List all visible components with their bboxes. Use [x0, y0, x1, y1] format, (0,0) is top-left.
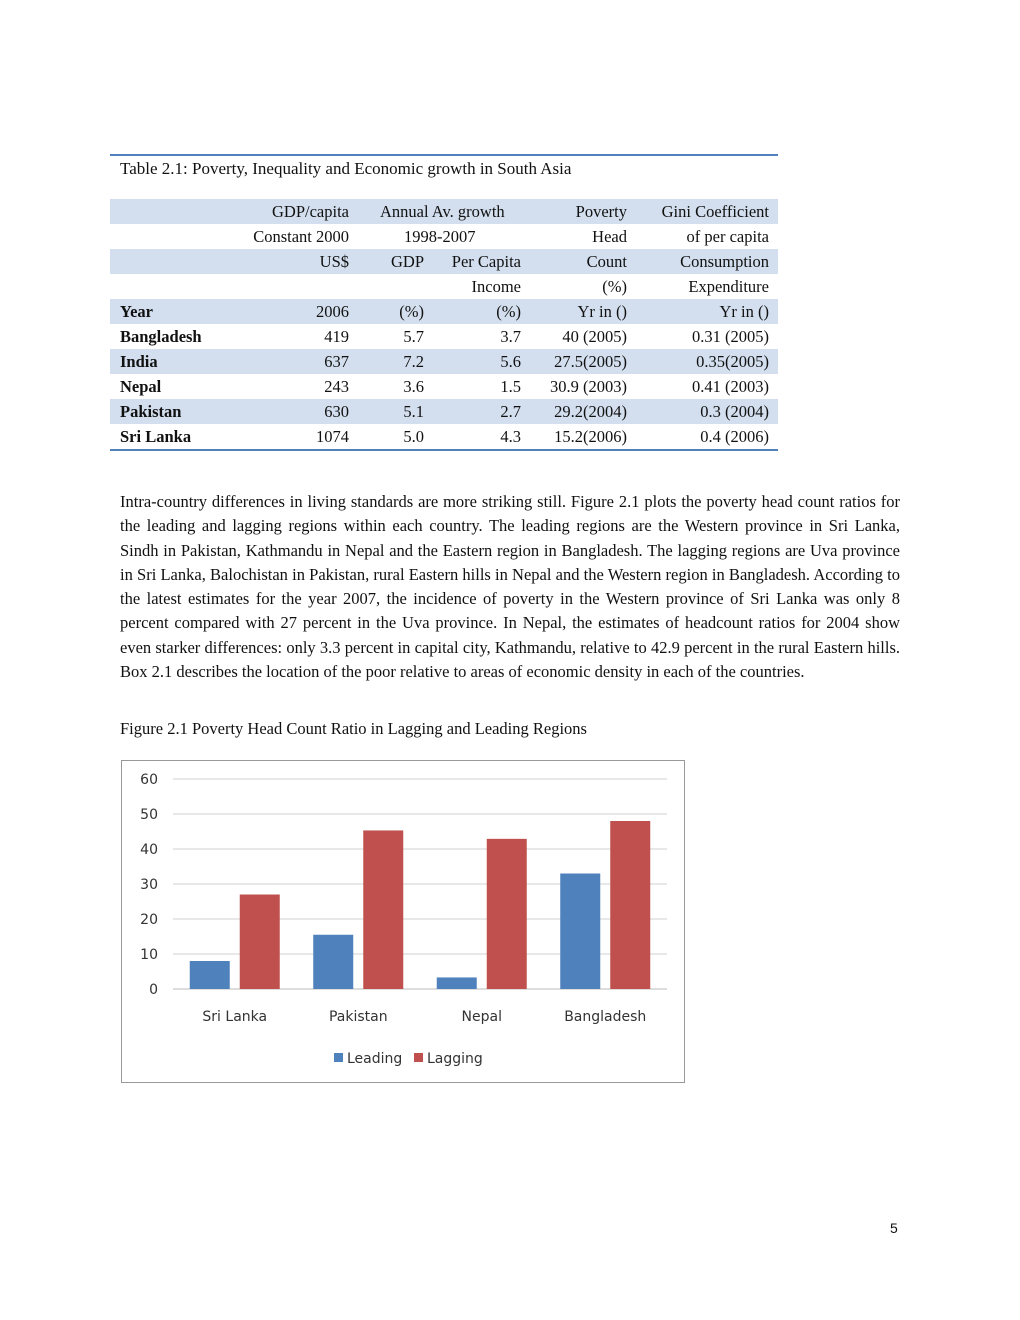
legend-swatch-icon	[334, 1053, 343, 1062]
table-cell: US$	[319, 252, 349, 271]
x-tick-label: Nepal	[461, 1009, 502, 1025]
table-cell: Constant 2000	[253, 227, 349, 246]
bar-leading	[313, 935, 353, 989]
poverty-table	[110, 154, 778, 451]
figure-caption: Figure 2.1 Poverty Head Count Ratio in Lagging and Leading Regions	[120, 719, 587, 738]
table-cell: Count	[586, 252, 627, 271]
bar-chart	[121, 760, 685, 1083]
table-cell: 637	[324, 352, 349, 371]
table-cell: 1074	[316, 427, 349, 446]
table-cell: Gini Coefficient	[661, 202, 769, 221]
table-cell: (%)	[399, 302, 424, 321]
table-cell: 630	[324, 402, 349, 421]
y-tick-label: 60	[140, 772, 158, 788]
row-label: India	[120, 352, 158, 371]
table-row	[110, 374, 778, 399]
table-cell: 5.6	[500, 352, 521, 371]
y-tick-label: 20	[140, 912, 158, 928]
table-row	[110, 399, 778, 424]
bar-leading	[437, 977, 477, 989]
table-cell: Consumption	[680, 252, 769, 271]
table-row	[110, 424, 778, 449]
legend-label: Leading	[347, 1051, 403, 1067]
y-tick-label: 30	[140, 877, 158, 893]
bar-lagging	[240, 895, 280, 990]
table-row	[110, 349, 778, 374]
page-number: 5	[890, 1220, 898, 1236]
table-cell: Poverty	[575, 202, 627, 221]
table-row	[110, 324, 778, 349]
bar-leading	[190, 961, 230, 989]
table-cell: 3.6	[403, 377, 424, 396]
table-cell: Income	[471, 277, 521, 296]
table-header-row	[110, 249, 778, 274]
row-label: Sri Lanka	[120, 427, 192, 446]
table-cell: 0.4 (2006)	[700, 427, 769, 446]
table-cell: 30.9 (2003)	[550, 377, 627, 396]
table-cell: 5.0	[403, 427, 424, 446]
table-cell: 1998-2007	[404, 227, 476, 246]
row-label: Year	[120, 302, 153, 321]
table-cell: 2006	[316, 302, 349, 321]
table-cell: GDP	[390, 252, 424, 271]
table-cell: of per capita	[686, 227, 769, 246]
row-label: Bangladesh	[120, 327, 202, 346]
table-cell: GDP/capita	[272, 202, 349, 221]
table-cell: 29.2(2004)	[554, 402, 627, 421]
table-cell: 5.7	[403, 327, 424, 346]
body-paragraph: Intra-country differences in living standards are more striking still. Figure 2.1 plots the poverty head count ratios for the leading and lagging regions within each country. The leading regions are the Western province in Sri Lanka, Sindh in Pakistan, Kathmandu in Nepal and the Eastern region in Bangladesh. The lagging regions are Uva province in Sri Lanka, Balochistan in Pakistan, rural Eastern hills in Nepal and the Western region in Bangladesh. According to the latest estimates for the year 2007, the incidence of poverty in the Western province of Sri Lanka was only 8 percent compared with 27 percent in the Uva province. In Nepal, the estimates of headcount ratios for 2004 show even starker differences: only 3.3 percent in capital city, Kathmandu, relative to 42.9 percent in the rural Eastern hills. Box 2.1 describes the location of the poor relative to areas of economic density in each of the countries.	[120, 492, 900, 682]
bar-lagging	[487, 839, 527, 989]
table-header-row	[110, 299, 778, 324]
row-label: Pakistan	[120, 402, 182, 421]
y-tick-label: 50	[140, 807, 158, 823]
table-cell: (%)	[496, 302, 521, 321]
table-cell: 40 (2005)	[562, 327, 627, 346]
bar-lagging	[363, 830, 403, 989]
table-cell: 0.31 (2005)	[692, 327, 769, 346]
table-cell: Yr in ()	[577, 302, 627, 321]
table-header-row	[110, 224, 778, 249]
x-tick-label: Sri Lanka	[202, 1009, 268, 1025]
table-cell: 243	[324, 377, 349, 396]
table-cell: Annual Av. growth	[380, 202, 505, 221]
legend-swatch-icon	[414, 1053, 423, 1062]
table-cell: Yr in ()	[719, 302, 769, 321]
table-cell: 2.7	[500, 402, 521, 421]
table-cell: 3.7	[500, 327, 521, 346]
table-cell: 15.2(2006)	[554, 427, 627, 446]
bar-leading	[560, 874, 600, 990]
table-cell: Expenditure	[688, 277, 769, 296]
table-cell: Head	[592, 227, 627, 246]
table-cell: 0.41 (2003)	[692, 377, 769, 396]
x-tick-label: Pakistan	[328, 1009, 388, 1025]
legend-label: Lagging	[427, 1051, 483, 1067]
table-header-row	[110, 274, 778, 299]
y-tick-label: 10	[140, 947, 158, 963]
table-caption: Table 2.1: Poverty, Inequality and Economic growth in South Asia	[120, 159, 572, 178]
table-header-row	[110, 199, 778, 224]
table-cell: Per Capita	[451, 252, 521, 271]
table-cell: 7.2	[403, 352, 424, 371]
y-tick-label: 40	[140, 842, 158, 858]
table-cell: 1.5	[500, 377, 521, 396]
table-cell: 4.3	[500, 427, 521, 446]
table-cell: 5.1	[403, 402, 424, 421]
table-cell: 0.3 (2004)	[700, 402, 769, 421]
x-tick-label: Bangladesh	[564, 1009, 647, 1025]
table-cell: 0.35(2005)	[696, 352, 769, 371]
y-tick-label: 0	[149, 982, 158, 998]
table-cell: 419	[324, 327, 349, 346]
table-cell: (%)	[602, 277, 627, 296]
table-cell: 27.5(2005)	[554, 352, 627, 371]
row-label: Nepal	[120, 377, 162, 396]
bar-lagging	[610, 821, 650, 989]
